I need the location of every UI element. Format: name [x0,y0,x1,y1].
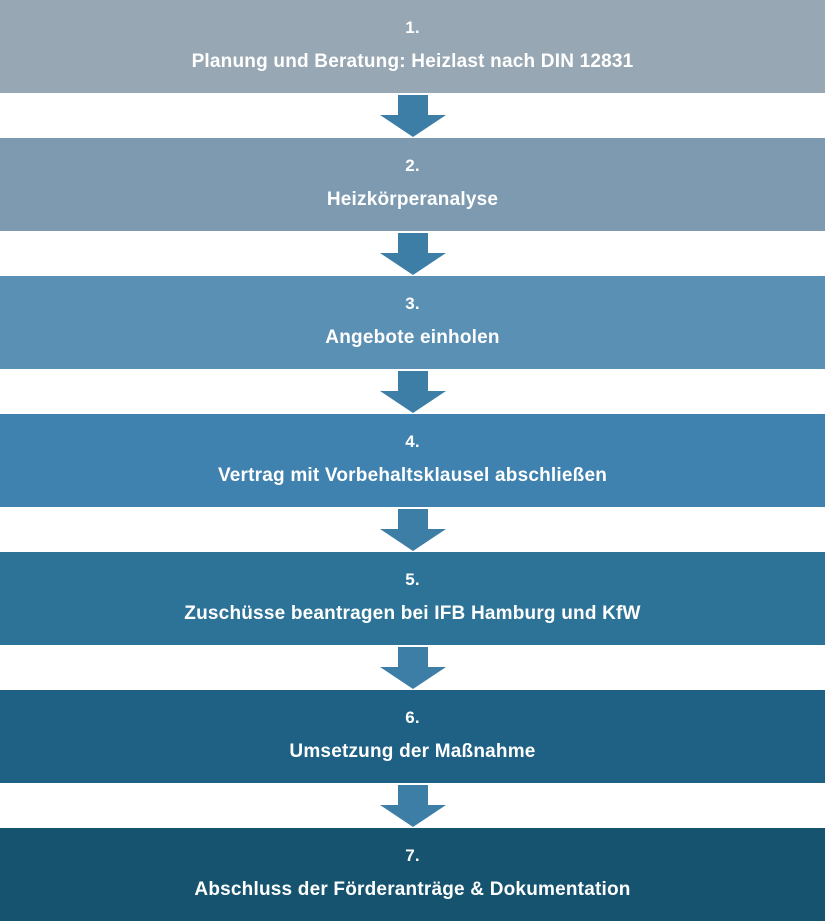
down-arrow-icon [380,95,446,137]
process-step-7 [0,828,825,921]
process-step-number: 2. [405,156,420,176]
down-arrow-icon [380,509,446,551]
process-step-label: Planung und Beratung: Heizlast nach DIN 12831 [191,50,634,72]
process-step-3 [0,276,825,369]
process-step-number: 7. [405,846,420,866]
process-step-label: Umsetzung der Maßnahme [289,740,536,762]
down-arrow-icon [380,371,446,413]
process-step-number: 1. [405,18,420,38]
process-step-2 [0,138,825,231]
process-step-6 [0,690,825,783]
flow-connector-3-to-4 [0,369,825,414]
process-step-5 [0,552,825,645]
process-step-label: Abschluss der Förderanträge & Dokumentation [194,878,631,900]
flow-connector-6-to-7 [0,783,825,828]
down-arrow-icon [380,647,446,689]
process-step-number: 5. [405,570,420,590]
process-step-4 [0,414,825,507]
down-arrow-icon [380,233,446,275]
process-step-1 [0,0,825,93]
process-step-label: Zuschüsse beantragen bei IFB Hamburg und KfW [184,602,641,624]
process-step-number: 3. [405,294,420,314]
flow-connector-1-to-2 [0,93,825,138]
flow-connector-4-to-5 [0,507,825,552]
process-step-number: 4. [405,432,420,452]
process-step-number: 6. [405,708,420,728]
down-arrow-icon [380,785,446,827]
process-step-label: Vertrag mit Vorbehaltsklausel abschließen [217,464,608,486]
flow-connector-5-to-6 [0,645,825,690]
flow-connector-2-to-3 [0,231,825,276]
process-step-label: Angebote einholen [325,326,500,348]
process-step-label: Heizkörperanalyse [326,188,499,210]
